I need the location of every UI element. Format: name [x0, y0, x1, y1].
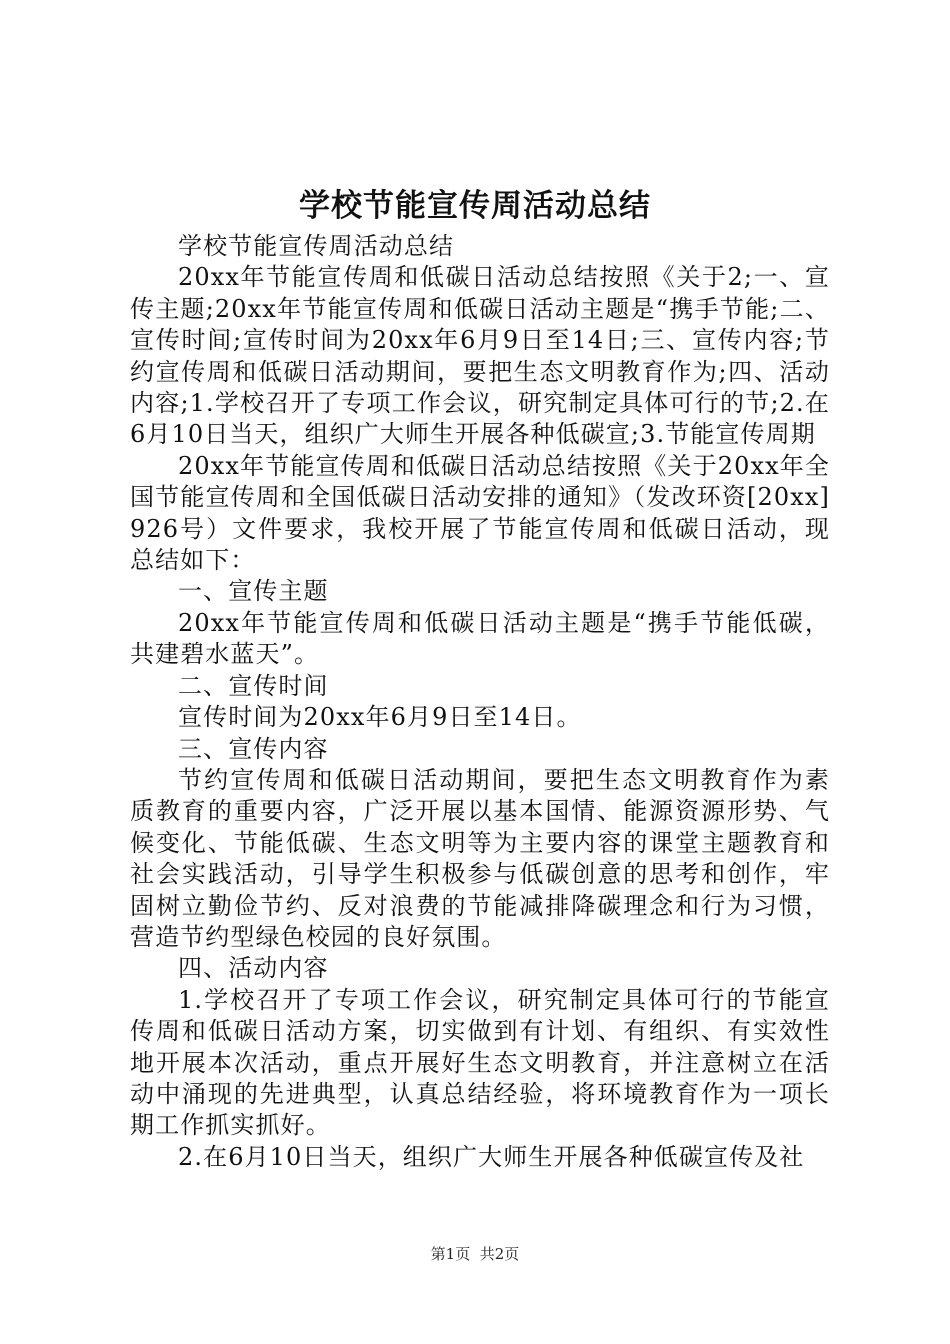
body-paragraph: 20xx年节能宣传周和低碳日活动总结按照《关于2;一、宣传主题;20xx年节能宣传周和低碳日活动主题是“携手节能;二、宣传时间;宣传时间为20xx年6月9日至14日;三、宣传内容;节约宣传周和低碳日活动期间，要把生态文明教育作为;四、活动内容;1.学校召开了专项工作会议，研究制定具体可行的节;2.在6月10日当天，组织广大师生开展各种低碳宣;3.节能宣传周期 — [130, 263, 830, 449]
page-number: 第1页 — [430, 1245, 471, 1263]
page-total: 共2页 — [479, 1245, 520, 1263]
section-heading: 一、宣传主题 — [178, 577, 329, 606]
section-heading: 四、活动内容 — [178, 954, 329, 983]
body-paragraph: 20xx年节能宣传周和低碳日活动主题是“携手节能低碳，共建碧水蓝天”。 — [130, 608, 830, 669]
section-heading: 二、宣传时间 — [178, 671, 329, 700]
body-paragraph: 1.学校召开了专项工作会议，研究制定具体可行的节能宣传周和低碳日活动方案，切实做到有计划、有组织、有实效性地开展本次活动，重点开展好生态文明教育，并注意树立在活动中涌现的先进典型，认真总结经验，将环境教育作为一项长期工作抓实抓好。 — [130, 985, 830, 1140]
body-paragraph: 宣传时间为20xx年6月9日至14日。 — [178, 703, 582, 732]
body-paragraph: 节约宣传周和低碳日活动期间，要把生态文明教育作为素质教育的重要内容，广泛开展以基本国情、能源资源形势、气候变化、节能低碳、生态文明等为主要内容的课堂主题教育和社会实践活动，引导学生积极参与低碳创意的思考和创作，牢固树立勤俭节约、反对浪费的节能减排降碳理念和行为习惯，营造节约型绿色校园的良好氛围。 — [130, 765, 830, 951]
body-paragraph: 学校节能宣传周活动总结 — [178, 232, 455, 260]
document-title: 学校节能宣传周活动总结 — [299, 188, 651, 224]
page-footer — [0, 1244, 950, 1264]
section-heading: 三、宣传内容 — [178, 734, 329, 763]
document-body — [130, 231, 830, 1173]
body-paragraph: 2.在6月10日当天，组织广大师生开展各种低碳宣传及社 — [178, 1142, 805, 1171]
body-paragraph: 20xx年节能宣传周和低碳日活动总结按照《关于20xx年全国节能宣传周和全国低碳日活动安排的通知》（发改环资[20xx]926号）文件要求，我校开展了节能宣传周和低碳日活动，现总结如下： — [130, 451, 830, 575]
